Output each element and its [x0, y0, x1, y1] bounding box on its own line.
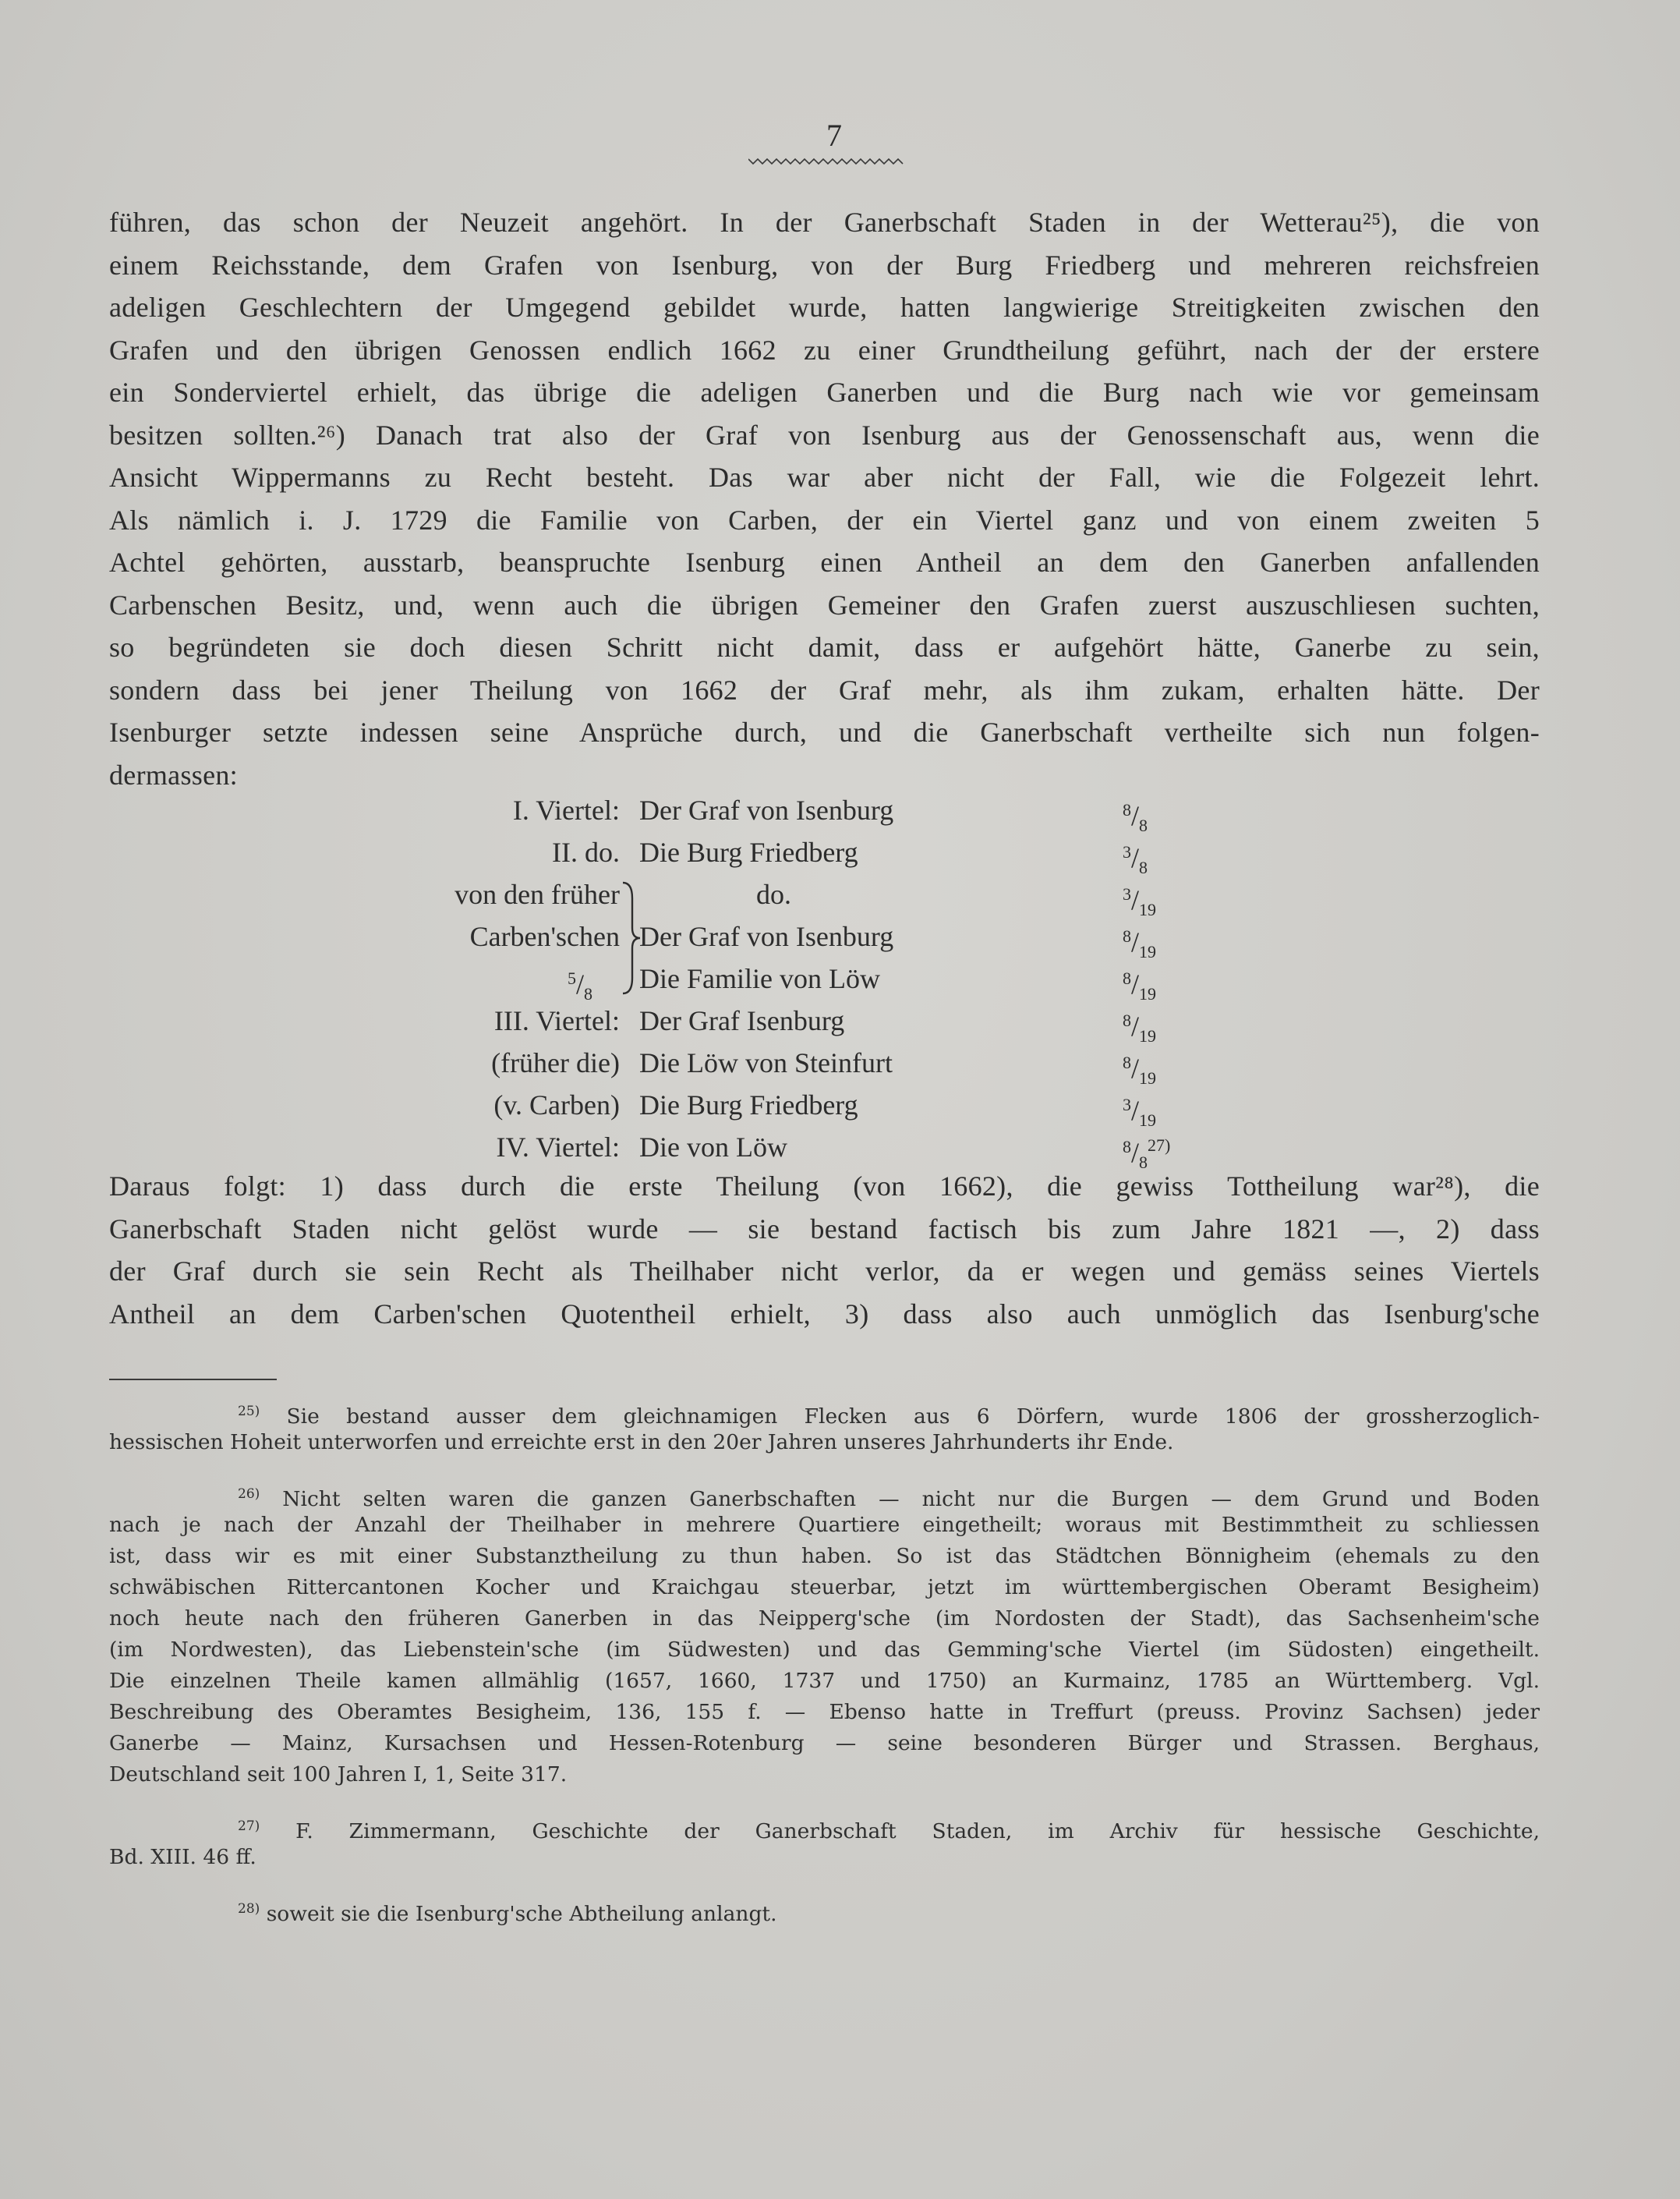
footnote-line: soweit sie die Isenburg'sche Abtheilung anlangt.	[266, 1902, 777, 1926]
main-line: Als nämlich i. J. 1729 die Familie von Carben, der ein Viertel ganz und von einem zweiten 5	[109, 504, 1540, 536]
share-numerator: 8	[1123, 800, 1131, 820]
conclusion-line: Daraus folgt: 1) dass durch die erste Theilung (von 1662), die gewiss Tottheilung war²⁸), die	[109, 1170, 1540, 1202]
conclusion-line: der Graf durch sie sein Recht als Theilhaber nicht verlor, da er wegen und gemäss seines Viertels	[109, 1255, 1540, 1287]
footnote-line: Ganerbe — Mainz, Kursachsen und Hessen-Rotenburg — seine besonderen Bürger und Strassen. Berghaus,	[109, 1731, 1540, 1755]
table-label: III. Viertel:	[493, 1005, 620, 1036]
label-numerator: 5	[567, 968, 576, 988]
table-holder: Die Löw von Steinfurt	[639, 1047, 893, 1078]
conclusion-line: Ganerbschaft Staden nicht gelöst wurde — sie bestand factisch bis zum Jahre 1821 —, 2) dass	[109, 1213, 1540, 1245]
conclusion-paragraph	[109, 1165, 1540, 1335]
main-line: einem Reichsstande, dem Grafen von Isenburg, von der Burg Friedberg und mehreren reichsfreien	[109, 249, 1540, 281]
table-row	[0, 1000, 1680, 1046]
main-line: adeligen Geschlechtern der Umgegend gebildet wurde, hatten langwierige Streitigkeiten zwischen den	[109, 292, 1540, 323]
share-numerator: 8	[1123, 1137, 1131, 1156]
table-holder: do.	[756, 879, 791, 910]
footnote-marker: 27)	[238, 1818, 260, 1834]
main-line: besitzen sollten.²⁶) Danach trat also der Graf von Isenburg aus der Genossenschaft aus, wenn die	[109, 419, 1540, 451]
table-label: IV. Viertel:	[496, 1131, 620, 1163]
conclusion-line: Antheil an dem Carben'schen Quotentheil erhielt, 3) dass also auch unmöglich das Isenburg'sche	[109, 1298, 1540, 1330]
share-numerator: 8	[1123, 968, 1131, 988]
table-row	[0, 831, 1680, 877]
footnote-line: Deutschland seit 100 Jahren I, 1, Seite 317.	[109, 1762, 568, 1786]
footnote-line: schwäbischen Rittercantonen Kocher und Kraichgau steuerbar, jetzt im württembergischen Oberamt Besigheim)	[109, 1575, 1540, 1599]
footnote-separator	[109, 1379, 277, 1380]
footnote-28	[109, 1893, 1540, 1925]
table-label: Carben'schen	[469, 921, 620, 952]
table-label: (v. Carben)	[493, 1089, 620, 1121]
footnote-line: hessischen Hoheit unterworfen und erreichte erst in den 20er Jahren unseres Jahrhunderts ihr Ende.	[109, 1430, 1174, 1454]
table-row	[0, 915, 1680, 961]
share-numerator: 8	[1123, 926, 1131, 946]
table-holder: Der Graf von Isenburg	[639, 795, 894, 826]
share-numerator: 3	[1123, 1095, 1131, 1114]
share-denominator: 19	[1139, 1068, 1157, 1088]
footnote-line: nach je nach der Anzahl der Theilhaber in mehrere Quartiere eingetheilt; woraus mit Bestimmtheit zu schliessen	[109, 1513, 1540, 1537]
footnotes	[109, 1396, 1540, 1925]
share-numerator: 8	[1123, 1011, 1131, 1030]
table-holder: Die von Löw	[639, 1131, 787, 1163]
share-denominator: 19	[1139, 942, 1157, 961]
main-line: Grafen und den übrigen Genossen endlich 1662 zu einer Grundtheilung geführt, nach der der erstere	[109, 334, 1540, 366]
footnote-line: Nicht selten waren die ganzen Ganerbschaften — nicht nur die Burgen — dem Grund und Boden	[282, 1487, 1540, 1511]
footnote-line: Sie bestand ausser dem gleichnamigen Flecken aus 6 Dörfern, wurde 1806 der grossherzoglich-	[286, 1404, 1540, 1429]
main-line: führen, das schon der Neuzeit angehört. In der Ganerbschaft Staden in der Wetterau²⁵), die von	[109, 207, 1540, 238]
main-line: sondern dass bei jener Theilung von 1662 der Graf mehr, als ihm zukam, erhalten hätte. Der	[109, 674, 1540, 706]
main-line: Ansicht Wippermanns zu Recht besteht. Das war aber nicht der Fall, wie die Folgezeit lehrt.	[109, 462, 1540, 493]
table-share: $^8/_{19}$	[1123, 968, 1157, 1004]
table-holder: Die Familie von Löw	[639, 963, 880, 994]
table-share: $^3/_{19}$	[1123, 884, 1157, 919]
table-row	[0, 873, 1680, 919]
footnote-line: Die einzelnen Theile kamen allmählig (1657, 1660, 1737 und 1750) an Kurmainz, 1785 an Württemberg. Vgl.	[109, 1669, 1540, 1693]
table-share: $^8/_{19}$	[1123, 1011, 1157, 1046]
table-row	[0, 958, 1680, 1004]
table-share: $^8/_{19}$	[1123, 926, 1157, 961]
main-line: Carbenschen Besitz, und, wenn auch die übrigen Gemeiner den Grafen zuerst auszuschliesen suchten,	[109, 589, 1540, 621]
main-line: so begründeten sie doch diesen Schritt nicht damit, dass er aufgehört hätte, Ganerbe zu sein,	[109, 632, 1540, 663]
table-share: $^8/_8^{27)}$	[1123, 1135, 1171, 1172]
main-line: Achtel gehörten, ausstarb, beanspruchte Isenburg einen Antheil an dem den Ganerben anfallenden	[109, 547, 1540, 578]
footnote-marker: 28)	[238, 1901, 260, 1917]
main-line: ein Sonderviertel erhielt, das übrige die adeligen Ganerben und die Burg nach wie vor gemeinsam	[109, 377, 1540, 408]
table-label: (früher die)	[491, 1047, 620, 1078]
footnote-line: ist, dass wir es mit einer Substanztheilung zu thun haben. So ist das Städtchen Bönnigheim (ehemals zu den	[109, 1544, 1540, 1568]
footnote-25	[109, 1396, 1540, 1427]
footnote-reference: 27)	[1148, 1135, 1171, 1155]
table-share: $^3/_{19}$	[1123, 1095, 1157, 1130]
table-row	[0, 1126, 1680, 1172]
footnote-line: (im Nordwesten), das Liebenstein'sche (im Südwesten) und das Gemming'sche Viertel (im Südosten) eingetheilt.	[109, 1638, 1540, 1662]
table-label-fraction: $^5/_8$	[567, 968, 592, 1004]
footnote-marker: 26)	[238, 1486, 260, 1502]
table-row	[0, 1084, 1680, 1130]
right-brace-icon	[620, 880, 643, 997]
share-numerator: 3	[1123, 884, 1131, 904]
footnote-line: noch heute nach den früheren Ganerben in das Neipperg'sche (im Nordosten der Stadt), das Sachsenheim'sche	[109, 1606, 1540, 1631]
table-share: $^3/_8$	[1123, 842, 1148, 877]
share-denominator: 8	[1139, 816, 1148, 835]
share-denominator: 19	[1139, 900, 1157, 919]
footnote-26	[109, 1478, 1540, 1510]
footnote-27	[109, 1811, 1540, 1842]
table-holder: Die Burg Friedberg	[639, 837, 858, 868]
footnote-line: Bd. XIII. 46 ff.	[109, 1845, 256, 1869]
table-label: von den früher	[454, 879, 620, 910]
table-holder: Der Graf von Isenburg	[639, 921, 894, 952]
share-numerator: 8	[1123, 1053, 1131, 1072]
share-numerator: 3	[1123, 842, 1131, 862]
share-denominator: 8	[1139, 1153, 1148, 1172]
footnote-line: Beschreibung des Oberamtes Besigheim, 136, 155 f. — Ebenso hatte in Treffurt (preuss. Provinz Sachsen) jeder	[109, 1700, 1540, 1724]
main-paragraph	[109, 201, 1540, 796]
table-holder: Die Burg Friedberg	[639, 1089, 858, 1121]
table-share: $^8/_8$	[1123, 800, 1148, 835]
table-share: $^8/_{19}$	[1123, 1053, 1157, 1088]
table-label: II. do.	[552, 837, 620, 868]
footnote-line: F. Zimmermann, Geschichte der Ganerbschaft Staden, im Archiv für hessische Geschichte,	[295, 1819, 1540, 1843]
page-number: 7	[826, 118, 842, 153]
table-holder: Der Graf Isenburg	[639, 1005, 845, 1036]
table-label: I. Viertel:	[512, 795, 620, 826]
main-line: dermassen:	[109, 759, 238, 791]
main-line: Isenburger setzte indessen seine Ansprüche durch, und die Ganerbschaft vertheilte sich nun folgen-	[109, 717, 1540, 748]
page-number-ornament	[748, 156, 904, 167]
table-row	[0, 1042, 1680, 1088]
label-denominator: 8	[584, 984, 592, 1004]
share-denominator: 8	[1139, 858, 1148, 877]
table-row	[0, 789, 1680, 835]
share-denominator: 19	[1139, 1026, 1157, 1046]
share-denominator: 19	[1139, 1110, 1157, 1130]
share-denominator: 19	[1139, 984, 1157, 1004]
footnote-marker: 25)	[238, 1404, 260, 1419]
